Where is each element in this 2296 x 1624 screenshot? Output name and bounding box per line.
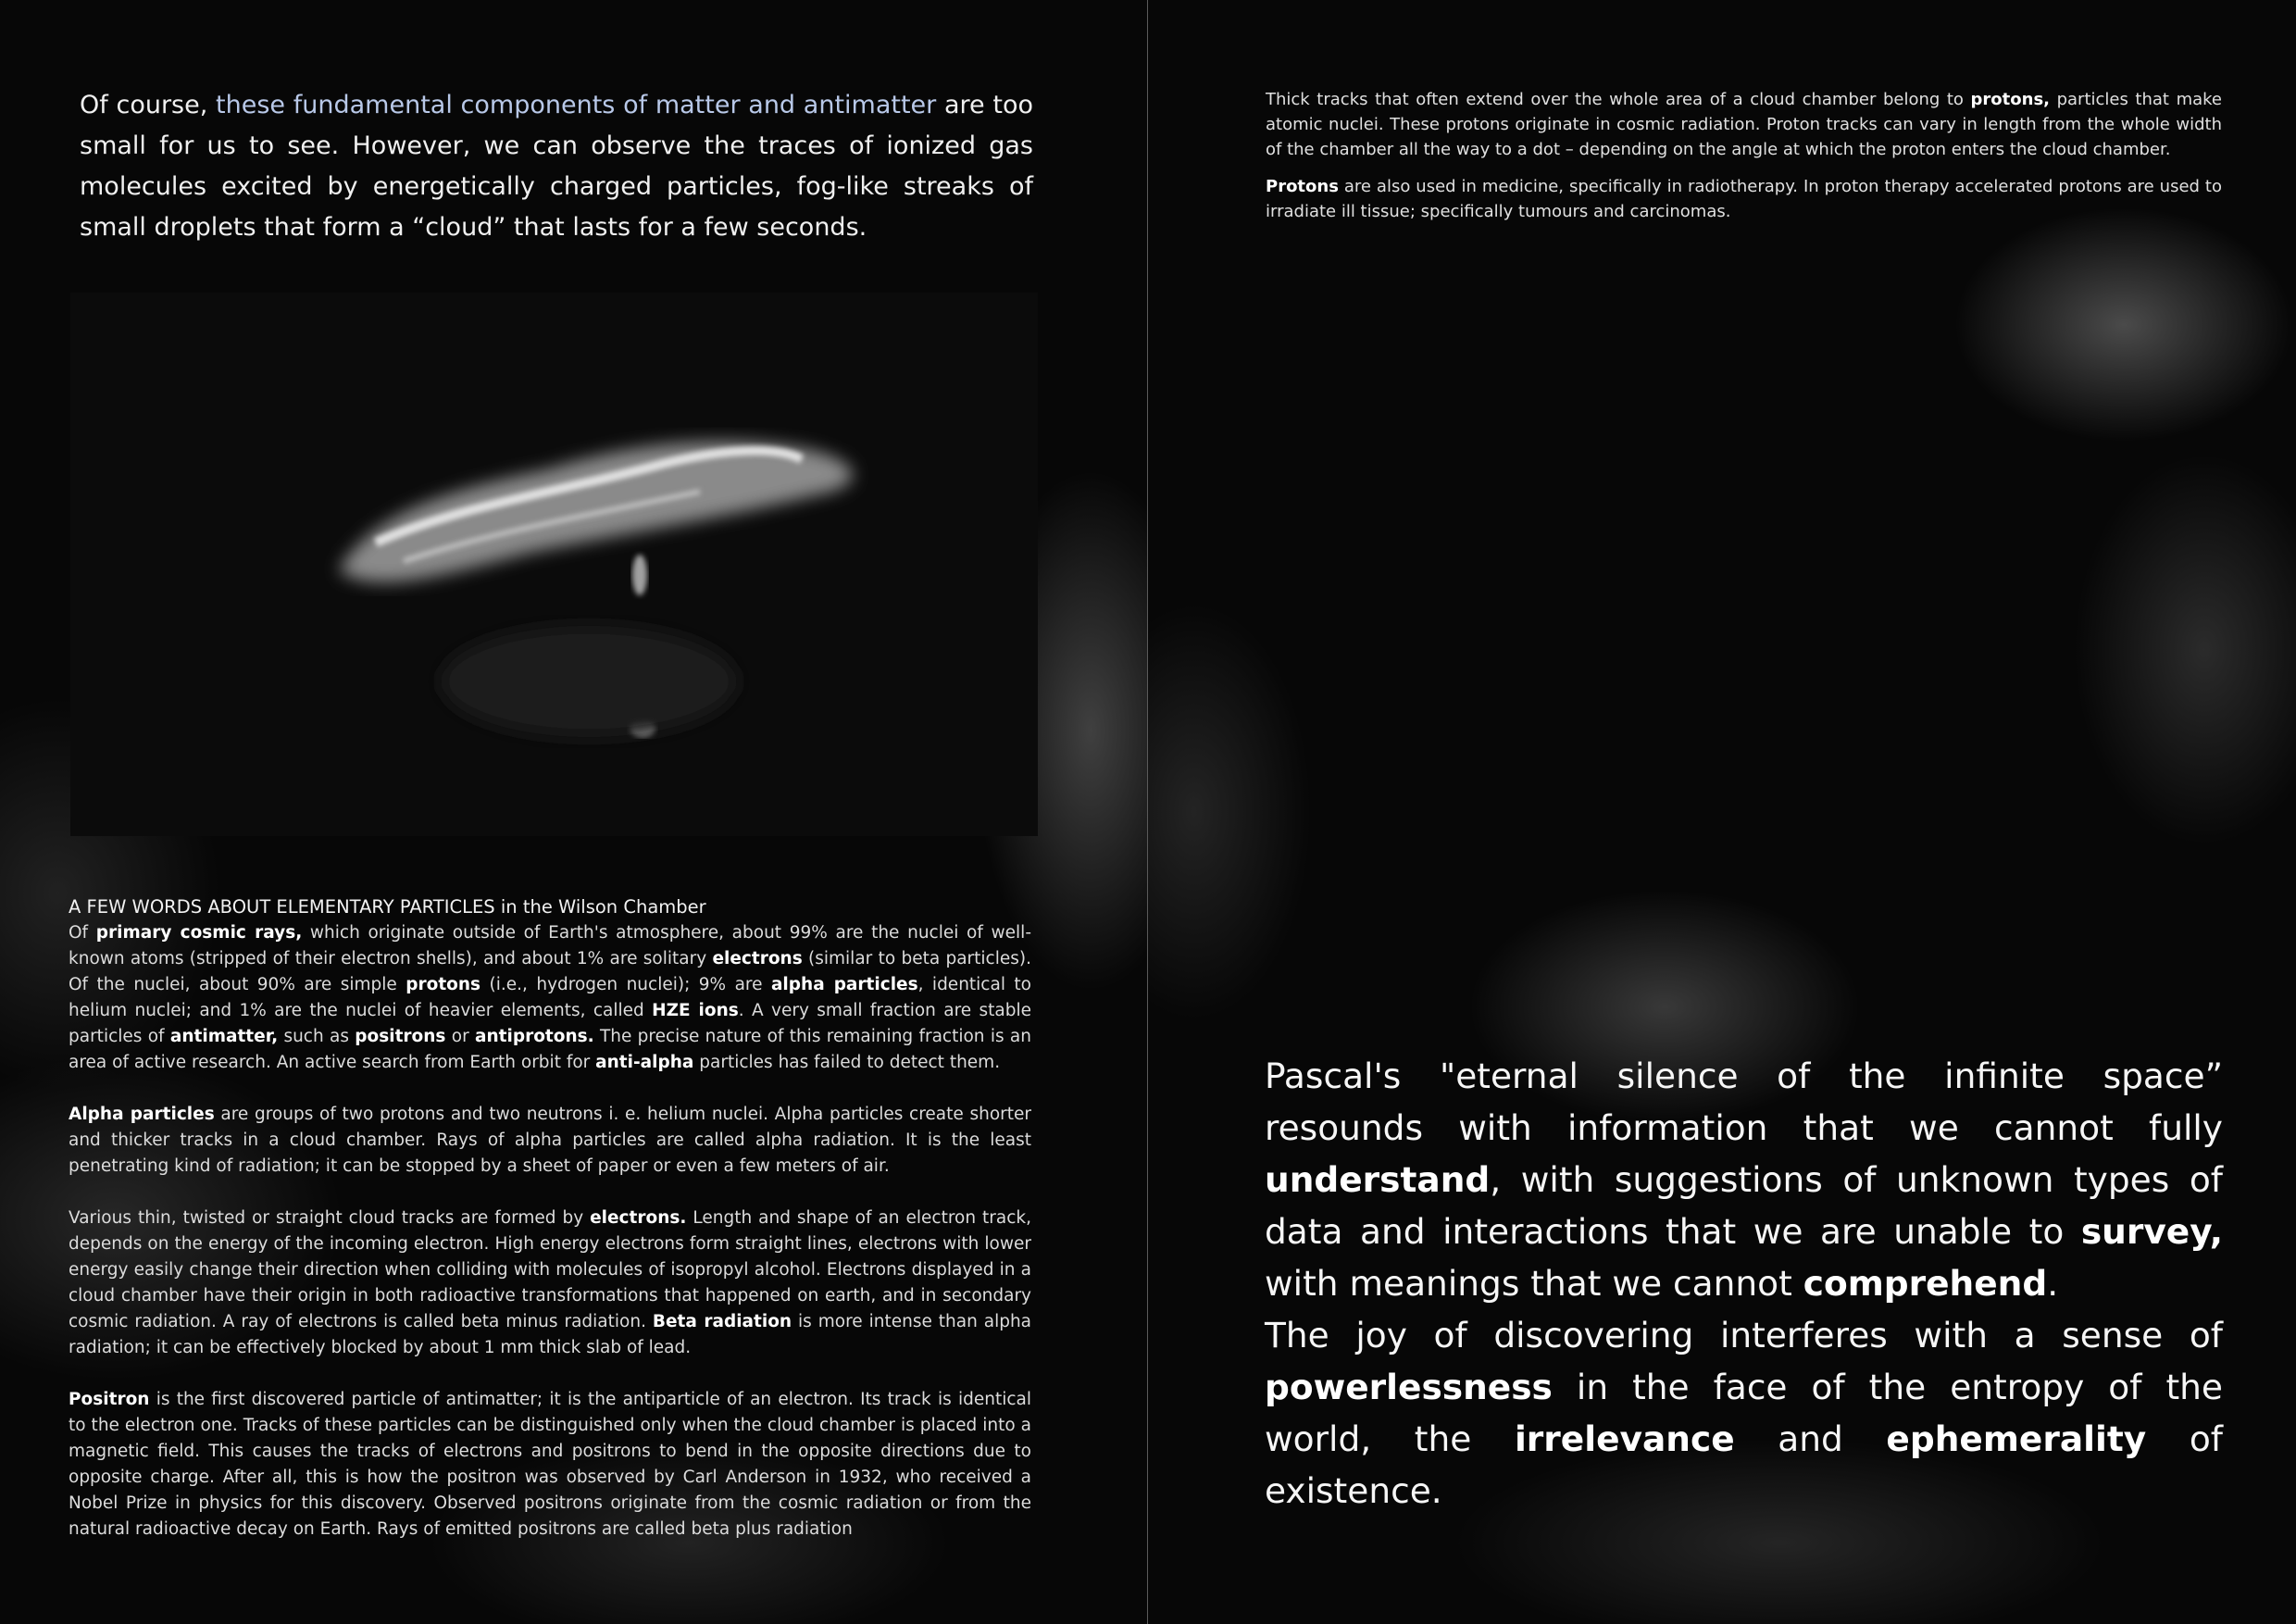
paragraph-proton-tracks: Thick tracks that often extend over the whole area of a cloud chamber belong to protons, particles that make atomic nuclei. These protons originate in cosmic radiation. Proton tracks can vary in length from the whole width of the chamber all the way to a dot – depending on the angle at which the proton enters the cloud chamber. xyxy=(1266,90,2222,159)
paragraph-positron: Positron is the first discovered particle of antimatter; it is the antiparticle of an electron. Its track is identical to the electron one. Tracks of these particles can be distinguished only when the cloud chamber is placed into a magnetic field. This causes the tracks of electrons and positrons to bend in the opposite directions due to opposite charge. After all, this is how the positron was observed by Carl Anderson in 1932, who received a Nobel Prize in physics for this discovery. Observed positrons originate from the cosmic radiation or from the natural radioactive decay on Earth. Rays of emitted positrons are called beta plus radiation xyxy=(69,1390,1031,1539)
paragraph-cosmic-rays: Of primary cosmic rays, which originate outside of Earth's atmosphere, about 99% are the nuclei of well-known atoms (stripped of their electron shells), and about 1% are solitary electrons (similar to beta particles). Of the nuclei, about 90% are simple protons (i.e., hydrogen nuclei); 9% are alpha particles, identical to helium nuclei; and 1% are the nuclei of heavier elements, called HZE ions. A very small fraction are stable particles of antimatter, such as positrons or antiprotons. The precise nature of this remaining fraction is an area of active research. An active search from Earth orbit for anti-alpha particles has failed to detect them. xyxy=(69,923,1031,1072)
article-body xyxy=(69,894,1031,1568)
paragraph-alpha: Alpha particles are groups of two protons and two neutrons i. e. helium nuclei. Alpha particles create shorter and thicker tracks in a cloud chamber. Rays of alpha particles are called alpha radiation. It is the least penetrating kind of radiation; it can be stopped by a sheet of paper or even a few meters of air. xyxy=(69,1105,1031,1176)
right-page xyxy=(1148,0,2296,1624)
paragraph-proton-therapy: Protons are also used in medicine, specifically in radiotherapy. In proton therapy accelerated protons are used to irradiate ill tissue; specifically tumours and carcinomas. xyxy=(1266,177,2222,221)
lead-paragraph: Of course, these fundamental components of matter and antimatter are too small for us to see. However, we can observe the traces of ionized gas molecules excited by energetically charged particles, fog-like streaks of small droplets that form a “cloud” that lasts for a few seconds. xyxy=(80,91,1033,242)
highlighted-phrase: these fundamental components of matter and antimatter xyxy=(216,91,937,119)
pascal-quote: Pascal's "eternal silence of the infinite space” resounds with information that we cannot fully understand, with suggestions of unknown types of data and interactions that we are unable to survey, with meanings that we cannot comprehend. The joy of discovering interferes with a sense of powerlessness in the face of the entropy of the world, the irrelevance and ephemerality of existence. xyxy=(1265,1056,2223,1511)
cloud-chamber-alpha-photo xyxy=(70,293,1038,836)
protons-text xyxy=(1266,87,2222,236)
paragraph-electrons: Various thin, twisted or straight cloud tracks are formed by electrons. Length and shape of an electron track, depends on the energy of the incoming electron. High energy electrons form straight lines, electrons with lower energy easily change their direction when colliding with molecules of isopropyl alcohol. Electrons displayed in a cloud chamber have their origin in both radioactive transformations that happened on earth, and in secondary cosmic radiation. A ray of electrons is called beta minus radiation. Beta radiation is more intense than alpha radiation; it can be effectively blocked by about 1 mm thick slab of lead. xyxy=(69,1208,1032,1357)
section-heading: A FEW WORDS ABOUT ELEMENTARY PARTICLES in the Wilson Chamber xyxy=(69,896,706,918)
